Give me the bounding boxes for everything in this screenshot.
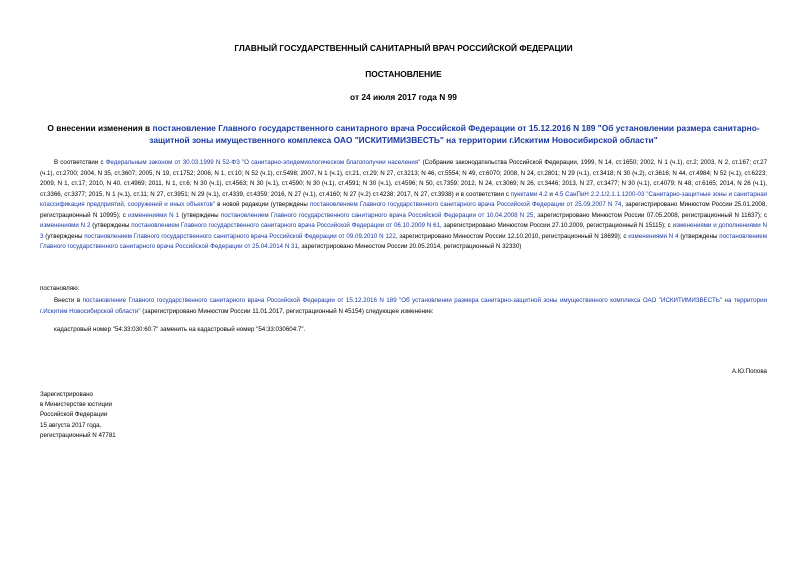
resolution-74-link[interactable]: постановлением Главного государственного санитарного врача Российской Федерации от 25.09.2007 N 74 [309,201,622,208]
federal-law-link[interactable]: Федеральным законом от 30.03.1999 N 52-ФЗ "О санитарно-эпидемиологическом благополучии населения" [105,159,421,166]
clause-4-2-link[interactable]: пунктами 4.2 [510,190,548,198]
resolve-word: постановляю: [40,285,80,292]
preamble-text: , зарегистрировано Минюстом России 07.05.2008, регистрационный N 11637); с [533,211,768,219]
registration-line: в Министерстве юстиции [40,401,113,409]
resolution-31-link[interactable]: постановлением Главного государственного санитарного врача Российской Федерации от 25.04.2014 N 31 [40,232,767,250]
amendments-4-link[interactable]: изменениями N 4 [628,232,679,240]
preamble-text: , зарегистрировано Минюстом России 20.05.2014, регистрационный N 32330) [297,243,522,250]
preamble-text: В соответствии с [54,159,106,166]
registration-line: 15 августа 2017 года, [40,421,102,429]
document-title [40,122,767,146]
resolution-122-link[interactable]: постановлением Главного государственного санитарного врача Российской Федерации от 09.09.2010 N 122 [84,232,396,240]
amendments-2-link[interactable]: изменениями N 2 [40,222,91,229]
document-type-heading: ПОСТАНОВЛЕНИЕ [365,69,442,79]
resolution-189-link[interactable]: постановление Главного государственного санитарного врача Российской Федерации от 15.12.2016 N 189 "Об установлении размера санитарно-защитной зоны имущественного комплекса ОАО "ИСКИТИМИЗВЕСТЬ" на территории г.Искитим Новосибирской области" [40,297,767,315]
preamble-text: (утверждены [179,211,221,219]
preamble-text: (утверждены [678,232,720,240]
registration-line: Зарегистрировано [40,391,93,398]
preamble-text: , зарегистрировано Минюстом России 25.01.2008, регистрационный N 10995); с [40,201,768,219]
cadastral-change: кадастровый номер "54:33:030:60:7" заменить на кадастровый номер "54:33:030604:7". [54,326,306,333]
resolution-61-link[interactable]: постановлением Главного государственного санитарного врача Российской Федерации от 06.10.2009 N 61 [131,222,441,229]
preamble [40,158,767,253]
resolution-25-link[interactable]: постановлением Главного государственного санитарного врача Российской Федерации от 10.04.2008 N 25 [220,211,534,219]
registration-block [40,390,116,441]
preamble-text: (утверждены [43,232,85,240]
operative-paragraph [40,296,767,317]
title-prefix: О внесении изменения в [47,123,153,133]
registration-line: регистрационный N 47781 [40,431,116,439]
amendments-3-link[interactable]: изменениями и дополнениями N 3 [40,222,767,240]
preamble-text: , зарегистрировано Минюстом России 27.10.2009, регистрационный N 15115); с [440,222,673,229]
paragraph-text: (зарегистрировано Минюстом России 11.01.2017, регистрационный N 45154) следующее изменение: [140,307,434,315]
preamble-text: и [547,190,555,198]
registration-line: Российской Федерации [40,411,108,419]
paragraph-text: Внести в [54,297,83,304]
preamble-text: в новой редакции (утверждены [214,201,310,208]
title-link[interactable]: постановление Главного государственного санитарного врача Российской Федерации от 15.12.2016 N 189 "Об установлении размера санитарно-защитной зоны имущественного комплекса ОАО "ИСКИТИМИЗВЕСТЬ" на территории г.Искитим Новосибирской области" [149,123,760,145]
document-date-number: от 24 июля 2017 года N 99 [350,92,457,102]
preamble-text: , зарегистрировано Минюстом России 12.10.2010, регистрационный N 18699); с [395,232,629,240]
amendments-1-link[interactable]: изменениями N 1 [128,211,180,219]
signatory-name: А.Ю.Попова [731,368,767,375]
preamble-paragraph [40,158,767,253]
sanpin-link[interactable]: 4.5 СанПиН 2.2.1/2.1.1.1200-03 "Санитарно-защитные зоны и санитарная классификация предприятий, сооружений и иных объектов" [40,190,768,208]
preamble-text: (утверждены [90,222,132,229]
authority-heading: ГЛАВНЫЙ ГОСУДАРСТВЕННЫЙ САНИТАРНЫЙ ВРАЧ РОССИЙСКОЙ ФЕДЕРАЦИИ [234,43,573,53]
preamble-text: (Собрание законодательства Российской Федерации, 1999, N 14, ст.1650; 2002, N 1 (ч.1), ст.2; 2003, N 2, ст.167; ст.27 (ч.1), ст.2700; 2004, N 35, ст.3607; 2005, N 19, ст.1752; 2006, N 1, ст.10; N 52 (ч.1), ст.5498; 2007, N 1 (ч.1), ст.21, ст.29; N 27, ст.3213; N 46, ст.5554; N 49, ст.6070; 2008, N 24, ст.2801; N 29 (ч.1), ст.3418; N 30 (ч.2), ст.3616; N 44, ст.4984; N 52 (ч.1), ст.6223; 2009, N 1, ст.17; 2010, N 40, ст.4969; 2011, N 1, ст.6; N 30 (ч.1), ст.4563; N 30 (ч.1), ст.4590; N 30 (ч.1), ст.4591; N 30 (ч.1), ст.4596; N 50, ст.7359; 2012, N 24, ст.3069; N 26, ст.3446; 2013, N 27, ст.3477; N 30 (ч.1), ст.4079; N 48, ст.6165; 2014, N 26 (ч.1), ст.3366, ст.3377; 2015, N 1 (ч.1), ст.11; N 27, ст.3951; N 29 (ч.1), ст.4339, ст.4359; 2016, N 27 (ч.1), ст.4160; N 27 (ч.2) ст.4238; 2017, N 27, ст.3938) и в соответствии с [40,159,768,198]
